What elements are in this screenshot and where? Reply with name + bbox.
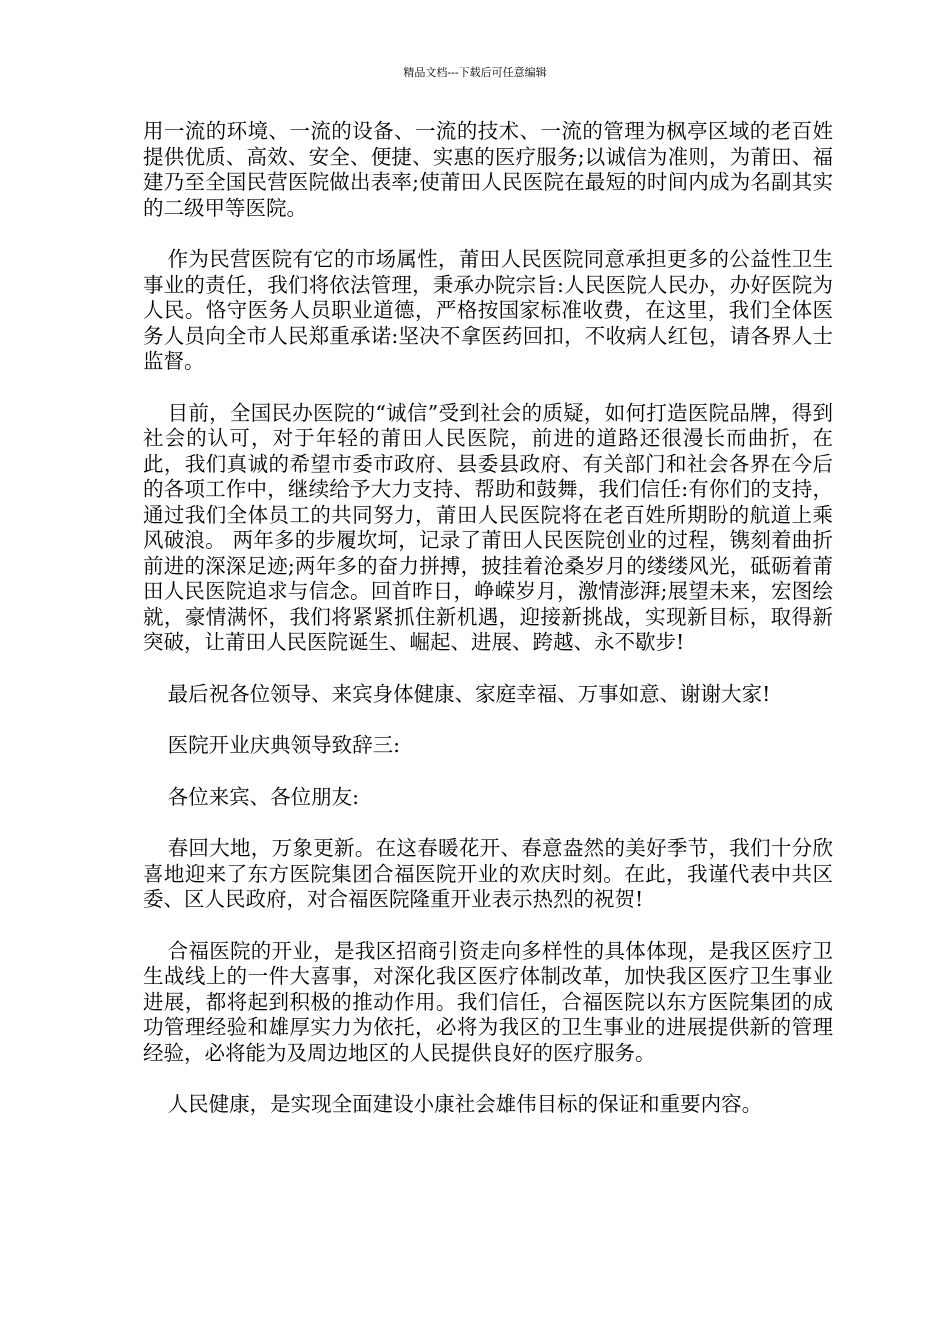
paragraph-7: 人民健康，是实现全面建设小康社会雄伟目标的保证和重要内容。	[167, 1092, 763, 1116]
paragraph-4: 最后祝各位领导、来宾身体健康、家庭幸福、万事如意、谢谢大家!	[167, 681, 771, 706]
salutation: 各位来宾、各位朋友:	[167, 784, 359, 809]
paragraph-2: 作为民营医院有它的市场属性，莆田人民医院同意承担更多的公益性卫生事业的责任，我们将依法管理，秉承办院宗旨:人民医院人民办，办好医院为人民。恪守医务人员职业道德，严格按国家标准收费，在这里，我们全体医务人员向全市人民郑重承诺:坚决不拿医药回扣，不收病人红包，请各界人士监督。	[143, 247, 833, 373]
page-header: 精品文档---下载后可任意编辑	[403, 66, 547, 79]
paragraph-6: 合福医院的开业，是我区招商引资走向多样性的具体体现，是我区医疗卫生战线上的一件大喜事，对深化我区医疗体制改革，加快我区医疗卫生事业进展，都将起到积极的推动作用。我们信任，合福医院以东方医院集团的成功管理经验和雄厚实力为依托，必将为我区的卫生事业的进展提供新的管理经验，必将能为及周边地区的人民提供良好的医疗服务。	[143, 938, 833, 1065]
document-body	[143, 119, 833, 1144]
paragraph-5: 春回大地，万象更新。在这春暖花开、春意盎然的美好季节，我们十分欣喜地迎来了东方医院集团合福医院开业的欢庆时刻。在此，我谨代表中共区委、区人民政府，对合福医院隆重开业表示热烈的祝贺!	[143, 836, 833, 911]
paragraph-1: 用一流的环境、一流的设备、一流的技术、一流的管理为枫亭区域的老百姓提供优质、高效、安全、便捷、实惠的医疗服务;以诚信为准则，为莆田、福建乃至全国民营医院做出表率;使莆田人民医院在最短的时间内成为名副其实的二级甲等医院。	[143, 119, 833, 220]
paragraph-3: 目前，全国民办医院的“诚信”受到社会的质疑，如何打造医院品牌，得到社会的认可，对于年轻的莆田人民医院，前进的道路还很漫长而曲折，在此，我们真诚的希望市委市政府、县委县政府、有关部门和社会各界在今后的各项工作中，继续给予大力支持、帮助和鼓舞，我们信任:有你们的支持，通过我们全体员工的共同努力，莆田人民医院将在老百姓所期盼的航道上乘风破浪。 两年多的步履坎坷，记录了莆田人民医院创业的过程，镌刻着曲折前进的深深足迹;两年多的奋力拼搏，披挂着沧桑岁月的缕缕风光，砥砺着莆田人民医院追求与信念。回首昨日，峥嵘岁月，激情澎湃;展望未来，宏图绘就，豪情满怀，我们将紧紧抓住新机遇，迎接新挑战，实现新目标，取得新突破，让莆田人民医院诞生、崛起、进展、跨越、永不歇步!	[143, 400, 833, 654]
section-heading: 医院开业庆典领导致辞三:	[167, 733, 400, 757]
